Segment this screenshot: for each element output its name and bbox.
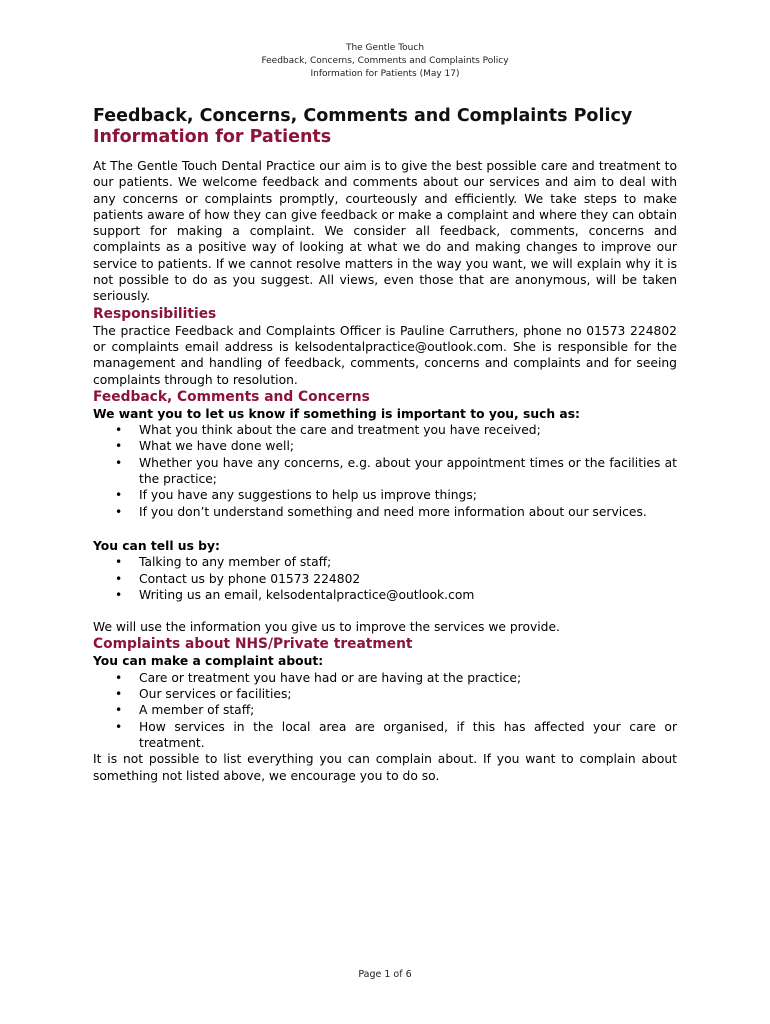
list-item [93, 571, 677, 587]
list-item [93, 422, 677, 438]
complaints-list [93, 670, 677, 751]
list-item [93, 702, 677, 718]
list-item-text: Writing us an email, kelsodentalpractice@outlook.com [139, 587, 475, 602]
bullet-icon: • [115, 719, 123, 734]
bullet-icon: • [115, 439, 123, 454]
list-item [93, 719, 677, 752]
list-item [93, 587, 677, 603]
feedback-lead: We want you to let us know if something is important to you, such as: [93, 406, 580, 421]
bullet-icon: • [115, 423, 123, 438]
list-item-text: Whether you have any concerns, e.g. about your appointment times or the facilities at the practice; [139, 455, 677, 487]
bullet-icon: • [115, 687, 123, 702]
list-item [93, 455, 677, 488]
responsibilities-heading: Responsibilities [93, 305, 217, 322]
list-item-text: If you don’t understand something and need more information about our services. [139, 504, 647, 519]
document-body [93, 106, 677, 784]
list-item-text: What we have done well; [139, 439, 295, 454]
bullet-icon: • [115, 587, 123, 602]
tell-us-lead: You can tell us by: [93, 538, 220, 553]
list-item-text: Talking to any member of staff; [139, 555, 332, 570]
complaints-lead: You can make a complaint about: [93, 654, 324, 669]
complaints-closing-paragraph: It is not possible to list everything you can complain about. If you want to complain about something not listed above, we encourage you to do so. [93, 752, 677, 783]
complaints-heading: Complaints about NHS/Private treatment [93, 636, 413, 653]
list-item [93, 438, 677, 454]
list-item [93, 686, 677, 702]
feedback-heading: Feedback, Comments and Concerns [93, 388, 370, 405]
list-item-text: If you have any suggestions to help us improve things; [139, 488, 477, 503]
use-information-paragraph: We will use the information you give us to improve the services we provide. [93, 620, 560, 635]
header-policy-info: Information for Patients (May 17) [310, 69, 460, 79]
header-policy-name: Feedback, Concerns, Comments and Complaints Policy [261, 56, 509, 66]
list-item [93, 487, 677, 503]
list-item [93, 554, 677, 570]
bullet-icon: • [115, 488, 123, 503]
tell-us-list [93, 554, 677, 603]
intro-paragraph: At The Gentle Touch Dental Practice our aim is to give the best possible care and treatment to our patients. We welcome feedback and comments about our services and aim to deal with any concerns or complaints promptly, courteously and efficiently. We take steps to make patients aware of how they can give feedback or make a complaint and where they can obtain support for making a complaint. We consider all feedback, comments, concerns and complaints as a positive way of looking at what we do and making changes to improve our service to patients. If we cannot resolve matters in the way you want, we will explain why it is not possible to do as you suggest. All views, even those that are anonymous, will be taken seriously. [93, 159, 677, 304]
list-item-text: A member of staff; [139, 703, 255, 718]
page-number: Page 1 of 6 [358, 969, 412, 980]
list-item-text: Our services or facilities; [139, 687, 292, 702]
bullet-icon: • [115, 504, 123, 519]
bullet-icon: • [115, 555, 123, 570]
bullet-icon: • [115, 703, 123, 718]
list-item-text: Contact us by phone 01573 224802 [139, 571, 361, 586]
list-item-text: How services in the local area are organised, if this has affected your care or treatment. [139, 719, 677, 750]
responsibilities-paragraph: The practice Feedback and Complaints Officer is Pauline Carruthers, phone no 01573 224802 or complaints email address is kelsodentalpractice@outlook.com. She is responsible for the management and handling of feedback, comments, concerns and complaints and for seeing complaints through to resolution. [93, 323, 677, 387]
running-header [0, 42, 770, 81]
feedback-list [93, 422, 677, 520]
bullet-icon: • [115, 455, 123, 470]
bullet-icon: • [115, 571, 123, 586]
header-practice-name: The Gentle Touch [345, 43, 425, 53]
bullet-icon: • [115, 670, 123, 685]
list-item [93, 504, 677, 520]
list-item-text: Care or treatment you have had or are having at the practice; [139, 670, 522, 685]
list-item [93, 670, 677, 686]
document-subtitle: Information for Patients [93, 127, 332, 147]
list-item-text: What you think about the care and treatment you have received; [139, 423, 541, 438]
document-title: Feedback, Concerns, Comments and Complaints Policy [93, 106, 633, 126]
